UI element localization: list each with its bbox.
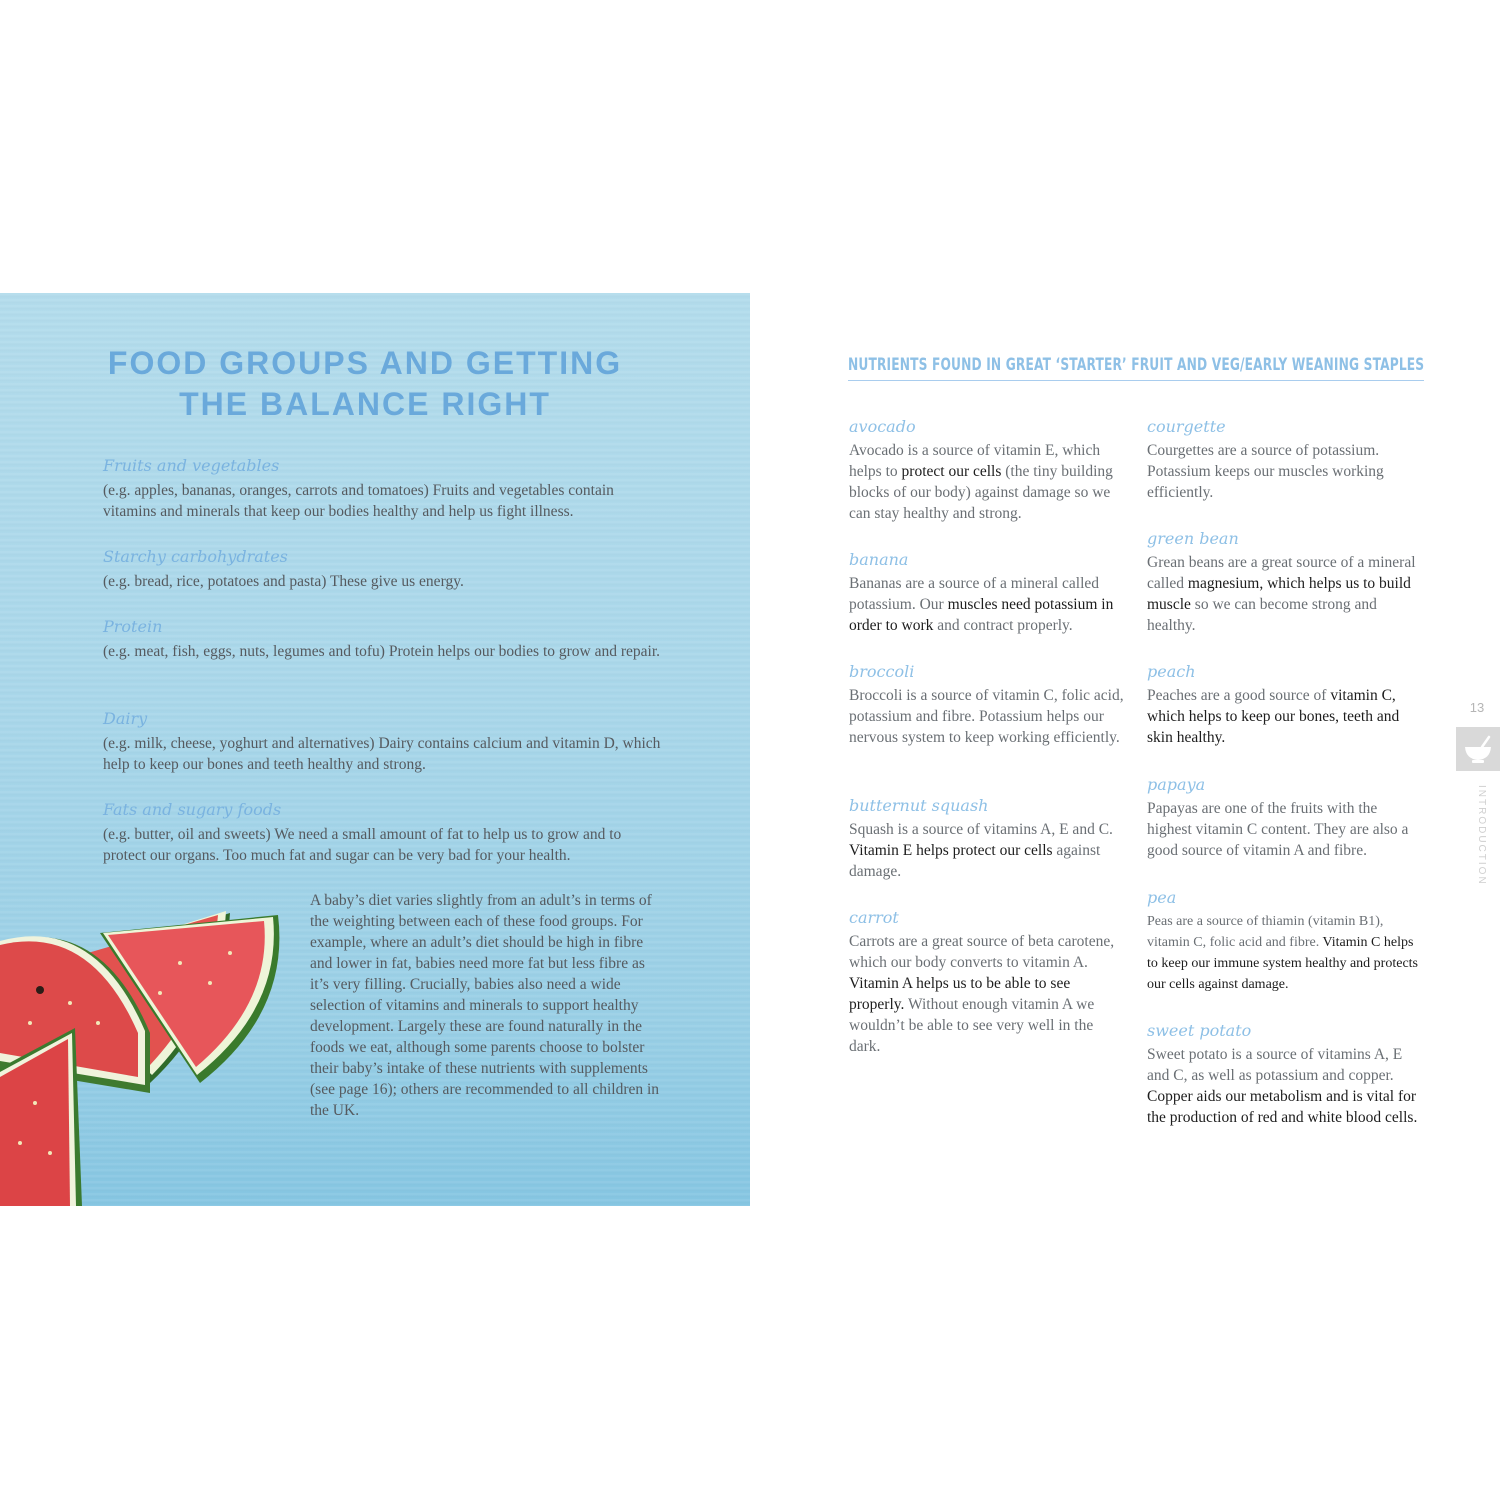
food-group-text: (e.g. bread, rice, potatoes and pasta) These give us energy. xyxy=(103,573,464,590)
emphasis-text: Vitamin A helps us to be able to see properly. xyxy=(849,975,1071,1013)
food-group-heading: Fruits and vegetables xyxy=(103,456,280,475)
food-group-fruits-vegetables xyxy=(103,456,663,522)
emphasis-text: Vitamin E helps protect our cells xyxy=(849,842,1053,859)
nutrient-entry-heading: carrot xyxy=(849,908,899,927)
nutrient-entry-pea xyxy=(1147,888,1422,995)
nutrients-section-title: NUTRIENTS FOUND IN GREAT ‘STARTER’ FRUIT AND VEG/EARLY WEANING STAPLES xyxy=(848,352,1424,381)
nutrient-entry-courgette xyxy=(1147,417,1422,503)
baby-diet-paragraph: A baby’s diet varies slightly from an adult’s in terms of the weighting between each of these food groups. For example, where an adult’s diet should be high in fibre and lower in fat, babies need more fat but less fibre as it’s very filling. Crucially, babies also need a wide selection of vitamins and minerals to support healthy development. Largely these are found naturally in the foods we eat, although some parents choose to bolster their baby’s intake of these nutrients with supplements (see page 16); others are recommended to all children in the UK. xyxy=(310,892,660,1119)
nutrient-entry-green-bean xyxy=(1147,529,1422,636)
nutrient-entry-text xyxy=(1147,685,1422,748)
nutrient-entry-heading: sweet potato xyxy=(1147,1021,1252,1040)
nutrient-entry-heading: avocado xyxy=(849,417,916,436)
body-text: Squash is a source of vitamins A, E and C. xyxy=(849,821,1113,838)
nutrient-entry-text xyxy=(849,440,1124,524)
emphasis-text: magnesium, which helps us to build muscle xyxy=(1147,575,1411,613)
food-group-heading: Dairy xyxy=(103,709,148,728)
nutrient-entry-text xyxy=(1147,552,1422,636)
food-group-protein xyxy=(103,617,663,662)
nutrient-entry-heading: peach xyxy=(1147,662,1196,681)
emphasis-text: protect our cells xyxy=(901,463,1002,480)
page-title-line-1: FOOD GROUPS AND GETTING xyxy=(107,345,623,381)
body-text: Peaches are a good source of xyxy=(1147,687,1331,704)
nutrient-entry-carrot xyxy=(849,908,1124,1057)
emphasis-text: muscles need potassium in order to work xyxy=(849,596,1114,634)
nutrient-entry-heading: green bean xyxy=(1147,529,1239,548)
food-group-heading: Protein xyxy=(103,617,163,636)
nutrient-entry-text xyxy=(1147,440,1422,503)
bowl-icon xyxy=(1456,727,1500,771)
watermelon-slices-image xyxy=(0,853,300,1206)
nutrient-entry-text xyxy=(849,819,1124,882)
body-text: Papayas are one of the fruits with the highest vitamin C content. They are also a good source of vitamin A and fibre. xyxy=(1147,800,1409,859)
nutrient-entry-sweet-potato xyxy=(1147,1021,1422,1128)
nutrient-entry-avocado xyxy=(849,417,1124,524)
body-text: so we can become strong and healthy. xyxy=(1147,596,1377,634)
body-text: Sweet potato is a source of vitamins A, E and C, as well as potassium and copper. xyxy=(1147,1046,1403,1084)
page-number: 13 xyxy=(1469,700,1485,715)
nutrient-entry-heading: papaya xyxy=(1147,775,1206,794)
food-group-text: (e.g. meat, fish, eggs, nuts, legumes and tofu) Protein helps our bodies to grow and repair. xyxy=(103,643,661,660)
food-group-text: (e.g. butter, oil and sweets) We need a small amount of fat to help us to grow and to protect our organs. Too much fat and sugar can be very bad for your health. xyxy=(103,826,622,864)
body-text: Courgettes are a source of potassium. Potassium keeps our muscles working efficiently. xyxy=(1147,442,1384,501)
nutrient-entry-text xyxy=(1147,1044,1422,1128)
body-text: Bananas are a source of a mineral called potassium. Our xyxy=(849,575,1100,613)
nutrient-entry-broccoli xyxy=(849,662,1124,748)
page-title xyxy=(80,343,650,425)
emphasis-text: Vitamin C helps to keep our immune system healthy and protects our cells against damage. xyxy=(1147,935,1418,992)
body-text: against damage. xyxy=(849,842,1101,880)
nutrient-entry-text xyxy=(849,931,1124,1057)
food-group-heading: Fats and sugary foods xyxy=(103,800,282,819)
nutrient-entry-heading: broccoli xyxy=(849,662,915,681)
nutrient-entry-text xyxy=(1147,798,1422,861)
nutrient-entry-papaya xyxy=(1147,775,1422,861)
body-text: Carrots are a great source of beta carotene, which our body converts to vitamin A. xyxy=(849,933,1115,971)
body-text: (the tiny building blocks of our body) against damage so we can stay healthy and strong. xyxy=(849,463,1113,522)
food-group-text: (e.g. apples, bananas, oranges, carrots and tomatoes) Fruits and vegetables contain vitamins and minerals that keep our bodies healthy and help us fight illness. xyxy=(103,482,614,520)
nutrient-entry-peach xyxy=(1147,662,1422,748)
food-group-starchy-carbohydrates xyxy=(103,547,663,592)
nutrient-entry-heading: banana xyxy=(849,550,909,569)
nutrient-entry-heading: courgette xyxy=(1147,417,1226,436)
body-text: Without enough vitamin A we wouldn’t be able to see very well in the dark. xyxy=(849,996,1095,1055)
food-group-dairy xyxy=(103,709,663,775)
body-text: and contract properly. xyxy=(933,617,1073,634)
nutrient-entry-text xyxy=(1147,911,1422,995)
section-tab xyxy=(1456,727,1500,771)
food-group-text: (e.g. milk, cheese, yoghurt and alternatives) Dairy contains calcium and vitamin D, which help to keep our bones and teeth healthy and strong. xyxy=(103,735,661,773)
nutrient-entry-heading: butternut squash xyxy=(849,796,989,815)
nutrient-entry-banana xyxy=(849,550,1124,636)
emphasis-text: vitamin C, which helps to keep our bones, teeth and skin healthy. xyxy=(1147,687,1400,746)
body-text: Avocado is a source of vitamin E, which helps to xyxy=(849,442,1101,480)
body-text: Peas are a source of thiamin (vitamin B1), vitamin C, folic acid and fibre. xyxy=(1147,914,1384,950)
left-page-panel xyxy=(0,293,750,1206)
emphasis-text: Copper aids our metabolism and is vital for the production of red and white blood cells. xyxy=(1147,1088,1418,1126)
nutrient-entry-butternut-squash xyxy=(849,796,1124,882)
page-title-line-2: THE BALANCE RIGHT xyxy=(179,386,551,422)
body-text: Grean beans are a great source of a mineral called xyxy=(1147,554,1416,592)
nutrient-entry-heading: pea xyxy=(1147,888,1177,907)
body-text: Broccoli is a source of vitamin C, folic acid, potassium and fibre. Potassium helps our nervous system to keep working efficiently. xyxy=(849,687,1124,746)
nutrient-entry-text xyxy=(849,573,1124,636)
section-tab-label: INTRODUCTION xyxy=(1476,785,1487,886)
food-group-heading: Starchy carbohydrates xyxy=(103,547,288,566)
nutrient-entry-text xyxy=(849,685,1124,748)
